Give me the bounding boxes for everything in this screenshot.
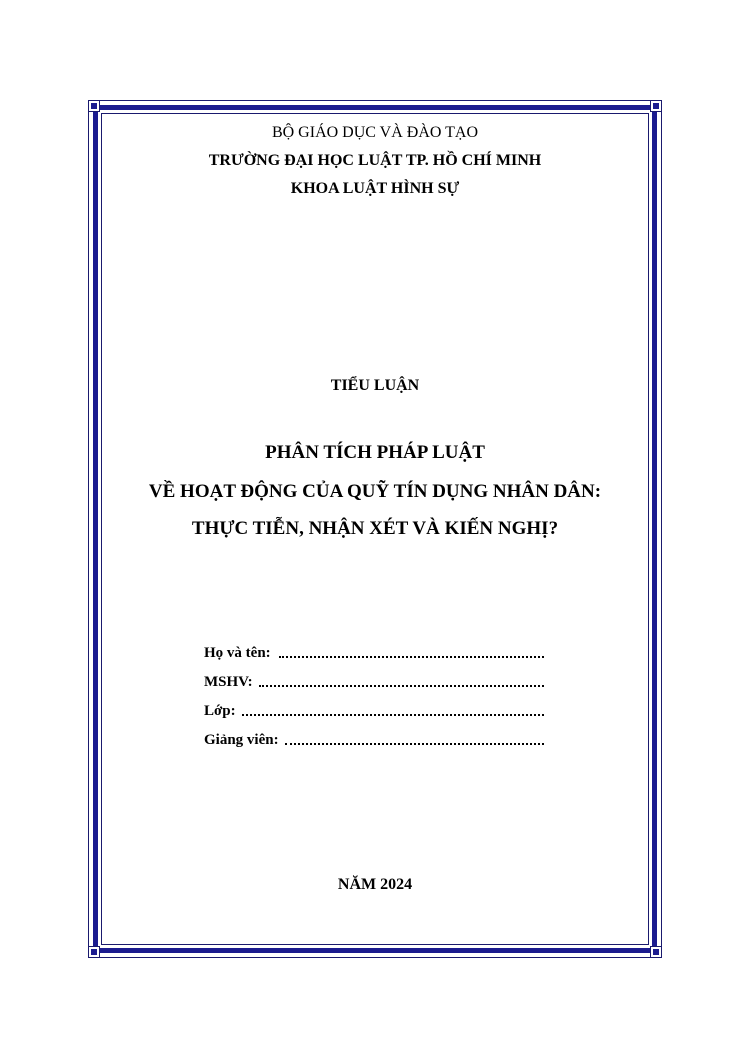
form-row-class (204, 691, 544, 720)
border-corner-bottom-left (88, 946, 100, 958)
title-line-1: PHÂN TÍCH PHÁP LUẬT (265, 442, 485, 463)
field-blank-name (279, 644, 544, 658)
field-label-class: Lớp: (204, 703, 236, 719)
border-corner-top-left (88, 100, 100, 112)
field-label-name: Họ và tên: (204, 645, 271, 661)
form-row-lecturer (204, 720, 544, 749)
field-blank-class (242, 702, 544, 716)
field-label-student-id: MSHV: (204, 674, 253, 690)
border-corner-bottom-right (650, 946, 662, 958)
form-row-name (204, 633, 544, 662)
document-year: NĂM 2024 (337, 876, 413, 893)
field-blank-student-id (259, 673, 544, 687)
title-line-2: VỀ HOẠT ĐỘNG CỦA QUỸ TÍN DỤNG NHÂN DÂN: (148, 481, 602, 502)
university-name: TRƯỜNG ĐẠI HỌC LUẬT TP. HỒ CHÍ MINH (208, 152, 542, 169)
title-line-3: THỰC TIỄN, NHẬN XÉT VÀ KIẾN NGHỊ? (191, 518, 559, 539)
border-corner-top-right (650, 100, 662, 112)
document-type: TIỂU LUẬN (330, 377, 420, 394)
field-blank-lecturer (285, 731, 544, 745)
field-label-lecturer: Giảng viên: (204, 732, 279, 748)
ministry-name: BỘ GIÁO DỤC VÀ ĐÀO TẠO (271, 124, 479, 141)
form-row-student-id (204, 662, 544, 691)
faculty-name: KHOA LUẬT HÌNH SỰ (290, 180, 460, 197)
student-info-form (204, 633, 544, 749)
